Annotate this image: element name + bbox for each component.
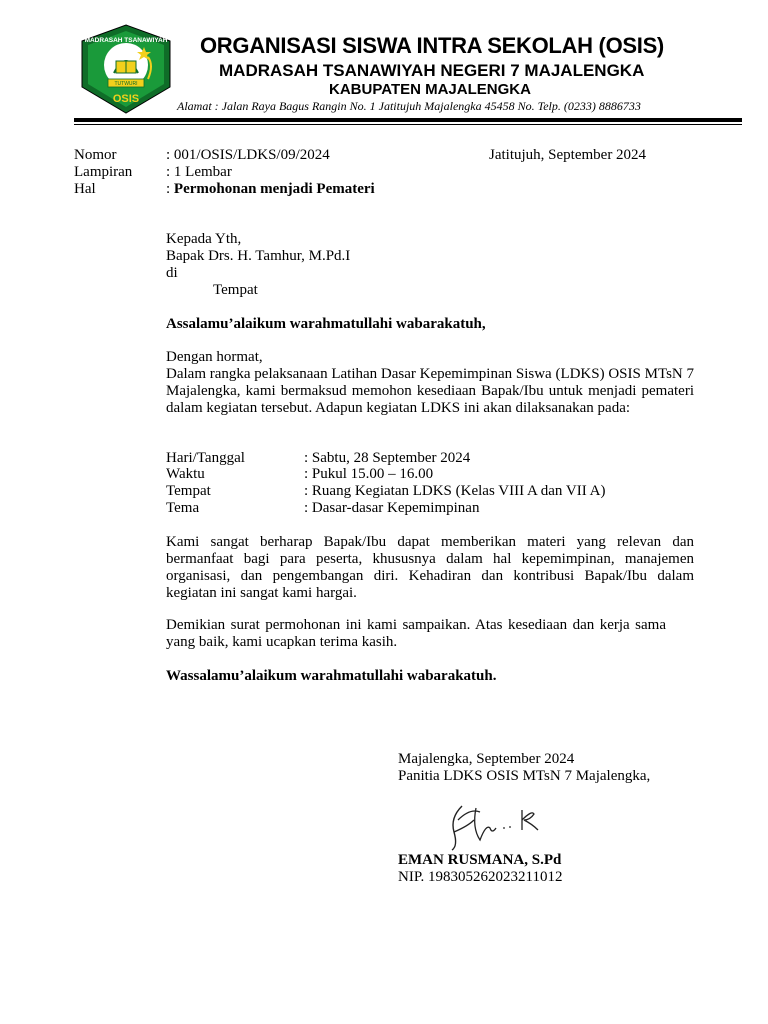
detail-value-date: : Sabtu, 28 September 2024 (304, 450, 471, 466)
detail-label-theme: Tema (166, 500, 200, 516)
paragraph-intro: Dalam rangka pelaksanaan Latihan Dasar Kepemimpinan Siswa (LDKS) OSIS MTsN 7 Majalengka, kami bermaksud memohon kesediaan Bapak/Ibu untuk menjadi pemateri dalam kegiatan tersebut. Adapun kegiatan LDKS ini akan dilaksanakan pada: (166, 366, 694, 416)
hal-row (166, 181, 375, 198)
detail-value-theme: : Dasar-dasar Kepemimpinan (304, 500, 480, 516)
signatory-name: EMAN RUSMANA, S.Pd (398, 852, 562, 868)
signature-committee: Panitia LDKS OSIS MTsN 7 Majalengka, (398, 768, 651, 784)
svg-text:MADRASAH TSANAWIYAH: MADRASAH TSANAWIYAH (84, 37, 168, 44)
hal-value: Permohonan menjadi Pemateri (173, 181, 375, 197)
svg-text:OSIS: OSIS (112, 93, 140, 105)
detail-label-date: Hari/Tanggal (166, 450, 245, 466)
detail-label-time: Waktu (166, 466, 205, 482)
letterhead-divider-thick (74, 118, 742, 122)
paragraph-hope: Kami sangat berharap Bapak/Ibu dapat memberikan materi yang relevan dan bermanfaat bagi para peserta, khususnya dalam hal kepemimpinan, manajemen organisasi, dan pengembangan diri. Kehadiran dan kontribusi Bapak/Ibu dalam kegiatan ini sangat kami hargai. (166, 534, 694, 601)
lampiran-value: : 1 Lembar (166, 164, 232, 180)
svg-text:TUTWURI: TUTWURI (114, 81, 138, 87)
detail-label-place: Tempat (166, 483, 211, 499)
recipient-place: Tempat (213, 282, 258, 298)
letterhead-divider-thin (74, 124, 742, 125)
handwritten-signature (440, 798, 550, 853)
regency-name: KABUPATEN MAJALENGKA (329, 81, 531, 98)
signature-place-date: Majalengka, September 2024 (398, 751, 575, 767)
opening: Dengan hormat, (166, 349, 263, 365)
lampiran-label: Lampiran (74, 164, 133, 180)
org-title: ORGANISASI SISWA INTRA SEKOLAH (OSIS) (200, 33, 664, 58)
letter-place-date: Jatitujuh, September 2024 (489, 147, 647, 163)
detail-value-time: : Pukul 15.00 – 16.00 (304, 466, 434, 482)
greeting: Assalamu’alaikum warahmatullahi wabarakatuh, (166, 316, 486, 332)
signatory-nip: NIP. 198305262023211012 (398, 869, 563, 885)
hal-colon: : (166, 181, 174, 197)
recipient-salutation: Kepada Yth, (166, 231, 242, 247)
nomor-label: Nomor (74, 147, 117, 163)
paragraph-closing: Demikian surat permohonan ini kami sampaikan. Atas kesediaan dan kerja sama yang baik, kami ucapkan terima kasih. (166, 617, 666, 650)
closing-greeting: Wassalamu’alaikum warahmatullahi wabarakatuh. (166, 668, 497, 684)
recipient-name: Bapak Drs. H. Tamhur, M.Pd.I (166, 248, 351, 264)
school-address: Alamat : Jalan Raya Bagus Rangin No. 1 Jatitujuh Majalengka 45458 No. Telp. (0233) 8886733 (177, 99, 641, 113)
detail-value-place: : Ruang Kegiatan LDKS (Kelas VIII A dan VII A) (304, 483, 606, 499)
school-name: MADRASAH TSANAWIYAH NEGERI 7 MAJALENGKA (219, 61, 645, 80)
nomor-value: : 001/OSIS/LDKS/09/2024 (166, 147, 330, 163)
school-logo (76, 23, 176, 115)
recipient-di: di (166, 265, 178, 281)
hal-label: Hal (74, 181, 96, 197)
